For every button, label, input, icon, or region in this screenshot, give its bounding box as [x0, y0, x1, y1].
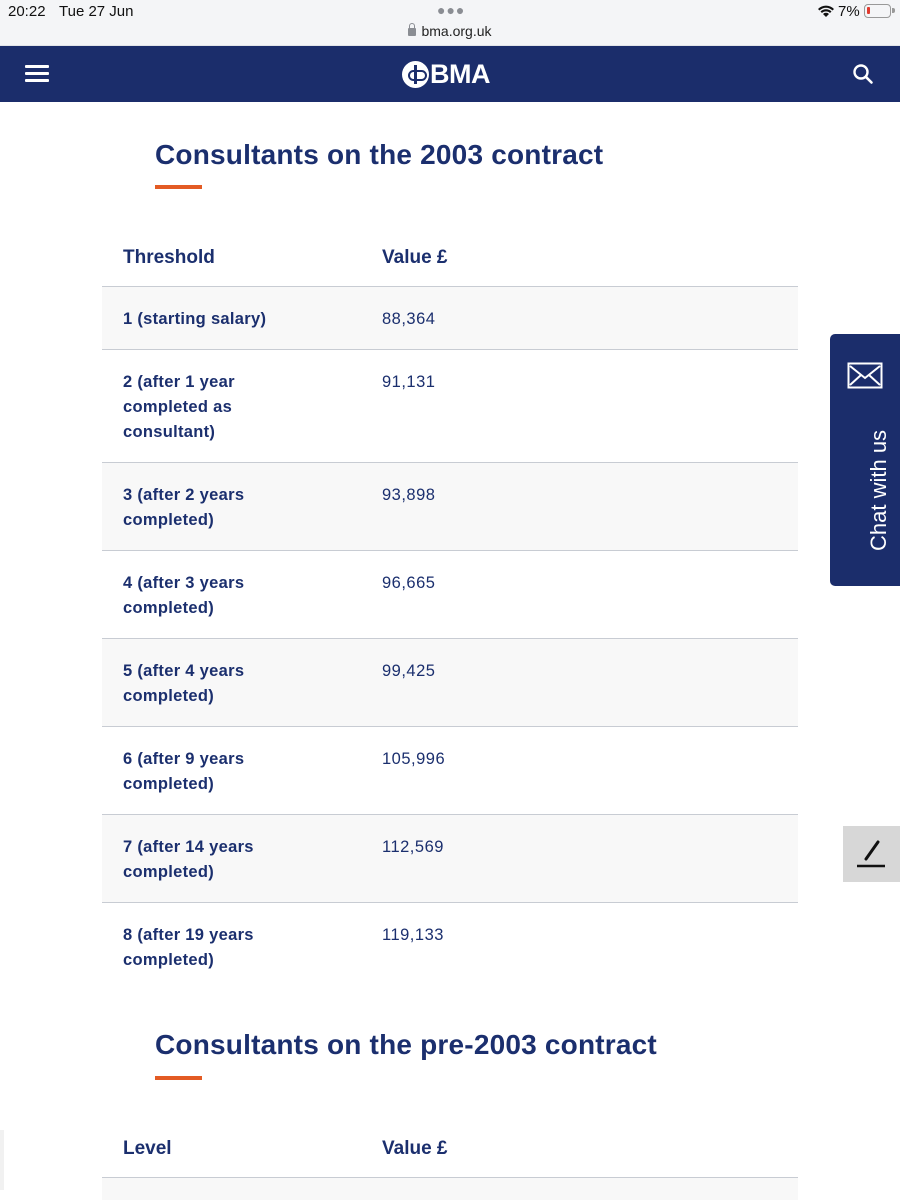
- search-icon[interactable]: [852, 63, 874, 85]
- value-cell: 88,364: [382, 310, 436, 328]
- multitasking-dots-icon[interactable]: ●●●: [437, 2, 466, 18]
- envelope-icon: [847, 362, 883, 389]
- column-header-value: Value £: [382, 1138, 448, 1159]
- battery-percent: 7%: [838, 3, 860, 20]
- bma-logo[interactable]: [402, 59, 490, 89]
- scroll-edge: [0, 1130, 4, 1190]
- wifi-icon: [817, 4, 835, 18]
- threshold-cell: 5 (after 4 years completed): [123, 662, 245, 705]
- chat-label: Chat with us: [866, 429, 891, 551]
- threshold-cell: 8 (after 19 years completed): [123, 926, 254, 969]
- value-cell: 99,425: [382, 662, 436, 680]
- value-cell: 96,665: [382, 574, 436, 592]
- table-header-row: [102, 1112, 798, 1178]
- site-header: [0, 46, 900, 102]
- section-title: Consultants on the 2003 contract: [155, 139, 604, 170]
- section-title: Consultants on the pre-2003 contract: [155, 1029, 657, 1060]
- address-url: bma.org.uk: [421, 23, 492, 39]
- logo-text: BMA: [430, 59, 490, 89]
- table-header-row: [102, 221, 798, 287]
- table-row: [102, 287, 798, 350]
- value-cell: 112,569: [382, 838, 444, 856]
- value-cell: 91,131: [382, 373, 436, 391]
- bma-emblem-icon: [402, 61, 429, 88]
- title-underline: [155, 185, 202, 189]
- threshold-cell: 2 (after 1 year completed as consultant): [123, 373, 235, 441]
- threshold-cell: 4 (after 3 years completed): [123, 574, 245, 617]
- battery-icon: [864, 4, 891, 18]
- table-row: [102, 350, 798, 463]
- table-row: [102, 463, 798, 551]
- table-row: [102, 639, 798, 727]
- hamburger-menu-icon[interactable]: [25, 65, 49, 83]
- value-cell: 93,898: [382, 486, 436, 504]
- table-row: [102, 1178, 798, 1200]
- status-bar: [0, 0, 900, 46]
- value-cell: 105,996: [382, 750, 446, 768]
- column-header-value: Value £: [382, 247, 448, 268]
- chat-with-us-button[interactable]: [830, 334, 900, 586]
- edit-button[interactable]: [843, 826, 900, 882]
- address-bar[interactable]: [0, 23, 900, 39]
- table-row: [102, 551, 798, 639]
- status-time: 20:22: [8, 3, 46, 20]
- salary-table: [102, 1112, 798, 1200]
- table-row: [102, 815, 798, 903]
- status-date: Tue 27 Jun: [59, 3, 134, 20]
- salary-table: [102, 221, 798, 991]
- lock-icon: [408, 28, 416, 36]
- column-header-threshold: Threshold: [123, 247, 215, 268]
- pen-icon: [843, 826, 900, 882]
- threshold-cell: 7 (after 14 years completed): [123, 838, 254, 881]
- column-header-level: Level: [123, 1138, 172, 1159]
- value-cell: 119,133: [382, 926, 444, 944]
- title-underline: [155, 1076, 202, 1080]
- threshold-cell: 6 (after 9 years completed): [123, 750, 245, 793]
- table-row: [102, 727, 798, 815]
- table-row: [102, 903, 798, 991]
- threshold-cell: 1 (starting salary): [123, 310, 267, 328]
- threshold-cell: 3 (after 2 years completed): [123, 486, 245, 529]
